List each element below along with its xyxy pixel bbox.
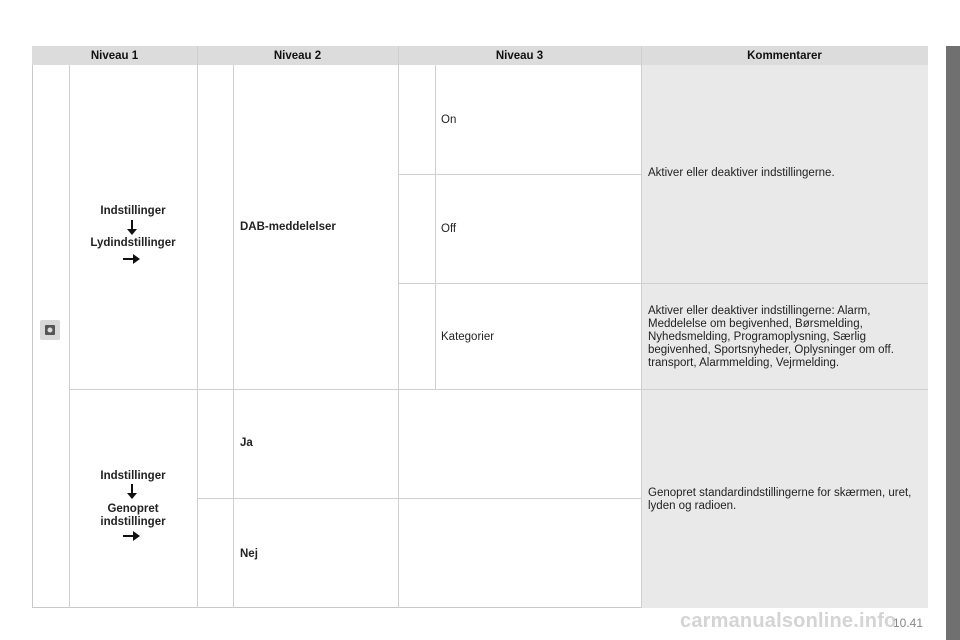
watermark: carmanualsonline.info [680,610,897,632]
option-nej: Nej [240,548,258,560]
arrow-right-icon [123,529,141,547]
option-kategorier: Kategorier [441,331,495,343]
arrow-down-icon [125,484,139,505]
header-kommentarer: Kommentarer [641,46,928,65]
header-niveau-3: Niveau 3 [398,46,641,65]
grid-line [641,46,642,608]
level1-indstillinger: Indstillinger [100,205,166,217]
level1-genopret-indstillinger: Genopret indstillinger [100,503,166,528]
grid-line [398,283,928,284]
arrow-right-icon [123,252,141,270]
grid-line [398,174,641,175]
header-niveau-2: Niveau 2 [197,46,398,65]
comment-genopret: Genopret standardindstillingerne for skærmen, uret, lyden og radioen. [648,487,912,512]
grid-line [197,498,641,499]
header-niveau-1: Niveau 1 [32,46,197,65]
comment-on-off: Aktiver eller deaktiver indstillingerne. [648,167,835,179]
grid-line [435,65,436,389]
grid-line [197,46,198,608]
level1-lydindstillinger: Lydindstillinger [90,237,176,249]
grid-line [69,389,928,390]
grid-line [398,46,399,608]
level1-indstillinger-2: Indstillinger [100,470,166,482]
grid-line [69,65,70,608]
comment-kategorier: Aktiver eller deaktiver indstillingerne: Alarm, Meddelelse om begivenhed, Børsmelding, Nyhedsmelding, Programoplysning, Særlig begivenhed, Sportsnyheder, Oplysninger om off. transport, Alarmmelding, Vejrmelding. [648,305,894,369]
option-on: On [441,114,457,126]
option-ja: Ja [240,437,253,449]
option-off: Off [441,223,457,235]
settings-icon [40,320,60,340]
grid-line [233,65,234,608]
side-bar [946,46,960,640]
page-number: 10.41 [893,616,924,630]
level2-dab-meddelelser: DAB-meddelelser [240,221,336,233]
